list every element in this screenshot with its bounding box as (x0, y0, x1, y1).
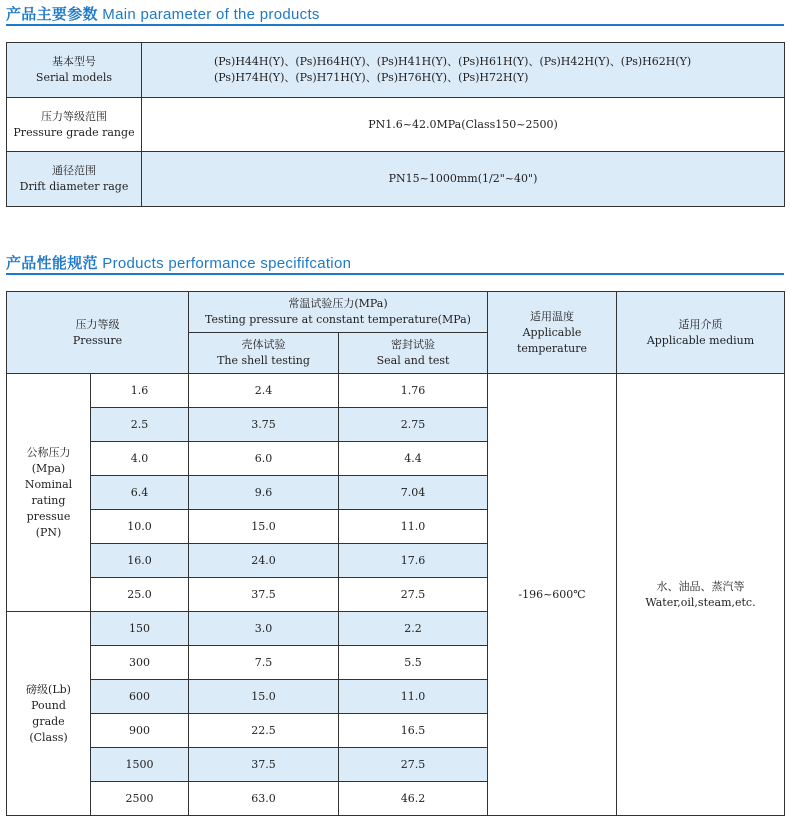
table-row (7, 374, 785, 408)
cell-seal: 1.76 (339, 374, 488, 408)
cell-shell: 3.0 (189, 612, 339, 646)
cell-medium (617, 374, 785, 816)
header-en: Testing pressure at constant temperature(MPa) (205, 313, 471, 326)
header-cn: 密封试验 (391, 338, 435, 351)
cell-shell: 2.4 (189, 374, 339, 408)
label-en: Drift diameter rage (19, 180, 129, 193)
section-divider (6, 24, 784, 26)
header-pressure (7, 292, 189, 374)
header-seal-test (339, 333, 488, 374)
label-en: Pressure grade range (13, 125, 135, 139)
group-label-nominal (7, 374, 91, 612)
cell-pressure: 25.0 (91, 578, 189, 612)
group-label-line: grade (32, 714, 65, 728)
cell-seal: 17.6 (339, 544, 488, 578)
table-row (7, 98, 785, 152)
cell-pressure: 1500 (91, 748, 189, 782)
cell-pressure: 6.4 (91, 476, 189, 510)
value-line: (Ps)H44H(Y)、(Ps)H64H(Y)、(Ps)H41H(Y)、(Ps)H61H(Y)、(Ps)H42H(Y)、(Ps)H62H(Y) (214, 55, 692, 68)
main-parameter-table (6, 42, 785, 207)
row-value: PN15~1000mm(1/2"~40") (142, 152, 785, 207)
row-label (7, 98, 142, 152)
cell-pressure: 300 (91, 646, 189, 680)
label-cn: 压力等级范围 (41, 109, 107, 123)
header-en: Applicable (522, 325, 582, 339)
cell-seal: 7.04 (339, 476, 488, 510)
cell-pressure: 600 (91, 680, 189, 714)
section-title-en: Main parameter of the products (102, 6, 320, 23)
section-title-performance (6, 252, 351, 273)
group-label-line: (Class) (29, 730, 68, 744)
group-label-line: 公称压力 (26, 445, 71, 459)
header-cn: 压力等级 (75, 317, 120, 331)
group-label-line: Nominal (24, 477, 73, 491)
cell-shell: 24.0 (189, 544, 339, 578)
cell-seal: 2.75 (339, 408, 488, 442)
cell-pressure: 900 (91, 714, 189, 748)
cell-seal: 5.5 (339, 646, 488, 680)
table-row (7, 43, 785, 98)
cell-pressure: 16.0 (91, 544, 189, 578)
row-label (7, 152, 142, 207)
cell-pressure: 1.6 (91, 374, 189, 408)
cell-shell: 15.0 (189, 510, 339, 544)
cell-shell: 37.5 (189, 578, 339, 612)
cell-seal: 4.4 (339, 442, 488, 476)
label-cn: 通径范围 (52, 164, 96, 177)
cell-shell: 6.0 (189, 442, 339, 476)
cell-shell: 22.5 (189, 714, 339, 748)
row-value (142, 43, 785, 98)
cell-pressure: 10.0 (91, 510, 189, 544)
cell-seal: 2.2 (339, 612, 488, 646)
header-row (7, 292, 785, 333)
header-en: Seal and test (376, 354, 450, 367)
label-en: Serial models (35, 71, 113, 84)
section-divider (6, 273, 784, 275)
cell-pressure: 2500 (91, 782, 189, 816)
cell-shell: 37.5 (189, 748, 339, 782)
header-cn: 常温试验压力(MPa) (288, 297, 388, 310)
cell-seal: 16.5 (339, 714, 488, 748)
performance-table (6, 291, 785, 816)
cell-seal: 27.5 (339, 748, 488, 782)
cell-shell: 7.5 (189, 646, 339, 680)
section-title-cn: 产品性能规范 (6, 255, 98, 272)
medium-cn: 水、油品、蒸汽等 (656, 579, 745, 593)
group-label-line: pressue (26, 509, 71, 523)
header-shell-testing (189, 333, 339, 374)
header-cn: 适用介质 (678, 317, 723, 331)
row-label (7, 43, 142, 98)
cell-seal: 27.5 (339, 578, 488, 612)
cell-seal: 46.2 (339, 782, 488, 816)
cell-shell: 9.6 (189, 476, 339, 510)
cell-temperature: -196~600℃ (488, 374, 617, 816)
label-cn: 基本型号 (52, 55, 96, 68)
cell-seal: 11.0 (339, 510, 488, 544)
table-row (7, 152, 785, 207)
header-en: The shell testing (217, 354, 310, 367)
header-testing-pressure (189, 292, 488, 333)
group-label-line: rating (31, 493, 66, 507)
header-en: Applicable medium (646, 333, 755, 347)
cell-seal: 11.0 (339, 680, 488, 714)
section-title-en: Products performance specififcation (102, 255, 352, 272)
cell-pressure: 2.5 (91, 408, 189, 442)
header-cn: 适用温度 (530, 309, 574, 323)
value-line: (Ps)H74H(Y)、(Ps)H71H(Y)、(Ps)H76H(Y)、(Ps)H72H(Y) (214, 71, 529, 84)
cell-pressure: 4.0 (91, 442, 189, 476)
header-medium (617, 292, 785, 374)
cell-shell: 15.0 (189, 680, 339, 714)
group-label-line: (Mpa) (31, 461, 66, 475)
group-label-line: 磅级(Lb) (26, 682, 71, 696)
section-title-main-parameter (6, 3, 320, 24)
medium-en: Water,oil,steam,etc. (645, 595, 756, 609)
header-en: temperature (516, 341, 587, 355)
header-en: Pressure (72, 333, 123, 347)
cell-shell: 63.0 (189, 782, 339, 816)
cell-shell: 3.75 (189, 408, 339, 442)
group-label-line: (PN) (35, 525, 62, 539)
row-value: PN1.6~42.0MPa(Class150~2500) (142, 98, 785, 152)
header-cn: 壳体试验 (241, 338, 286, 351)
header-temperature (488, 292, 617, 374)
cell-pressure: 150 (91, 612, 189, 646)
section-title-cn: 产品主要参数 (6, 6, 98, 23)
group-label-pound (7, 612, 91, 816)
group-label-line: Pound (31, 698, 66, 712)
